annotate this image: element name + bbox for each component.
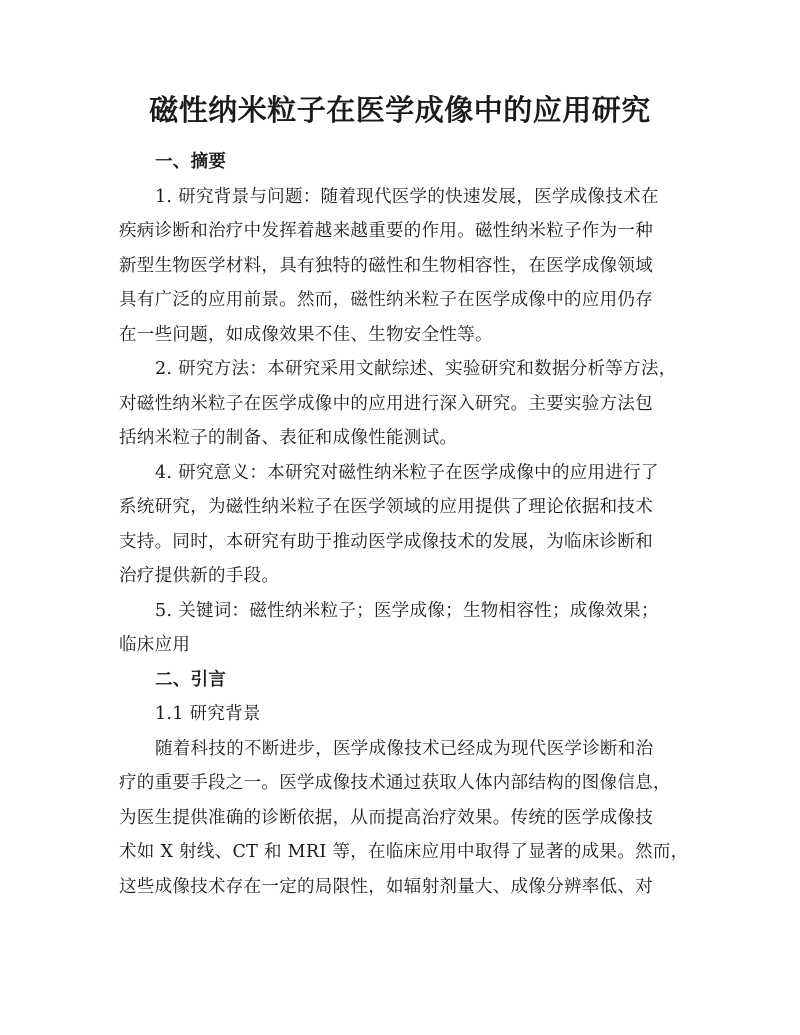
paragraph-line: 在一些问题，如成像效果不佳、生物安全性等。 — [119, 324, 493, 345]
paragraph-line: 具有广泛的应用前景。然而，磁性纳米粒子在医学成像中的应用仍存 — [119, 290, 653, 310]
paragraph-line: 治疗提供新的手段。 — [119, 566, 280, 586]
document-body — [119, 145, 694, 904]
paragraph-line: 术如 X 射线、CT 和 MRI 等，在临床应用中取得了显著的成果。然而， — [119, 842, 689, 862]
paragraph-line: 疾病诊断和治疗中发挥着越来越重要的作用。磁性纳米粒子作为一种 — [119, 221, 653, 241]
paragraph-line: 这些成像技术存在一定的局限性，如辐射剂量大、成像分辨率低、对 — [119, 876, 653, 897]
paragraph-line: 括纳米粒子的制备、表征和成像性能测试。 — [119, 428, 458, 448]
paragraph-line: 1.1 研究背景 — [155, 704, 261, 724]
section-heading: 一、摘要 — [155, 152, 227, 172]
paragraph-line: 疗的重要手段之一。医学成像技术通过获取人体内部结构的图像信息， — [119, 773, 671, 793]
paragraph-line: 临床应用 — [119, 635, 191, 655]
paragraph-line: 新型生物医学材料，具有独特的磁性和生物相容性，在医学成像领域 — [119, 255, 653, 276]
paragraph-line: 4. 研究意义：本研究对磁性纳米粒子在医学成像中的应用进行了 — [155, 462, 659, 483]
paragraph-line: 随着科技的不断进步，医学成像技术已经成为现代医学诊断和治 — [155, 738, 654, 759]
section-heading: 二、引言 — [155, 669, 227, 690]
paragraph-line: 2. 研究方法：本研究采用文献综述、实验研究和数据分析等方法， — [155, 359, 677, 379]
paragraph-line: 1. 研究背景与问题：随着现代医学的快速发展，医学成像技术在 — [155, 186, 659, 207]
paragraph-line: 系统研究，为磁性纳米粒子在医学领域的应用提供了理论依据和技术 — [119, 497, 653, 517]
document-title: 磁性纳米粒子在医学成像中的应用研究 — [149, 93, 651, 127]
paragraph-line: 为医生提供准确的诊断依据，从而提高治疗效果。传统的医学成像技 — [119, 807, 653, 828]
paragraph-line: 支持。同时，本研究有助于推动医学成像技术的发展，为临床诊断和 — [119, 531, 653, 552]
paragraph-line: 对磁性纳米粒子在医学成像中的应用进行深入研究。主要实验方法包 — [119, 393, 653, 414]
paragraph-line: 5. 关键词：磁性纳米粒子；医学成像；生物相容性；成像效果； — [155, 600, 659, 621]
